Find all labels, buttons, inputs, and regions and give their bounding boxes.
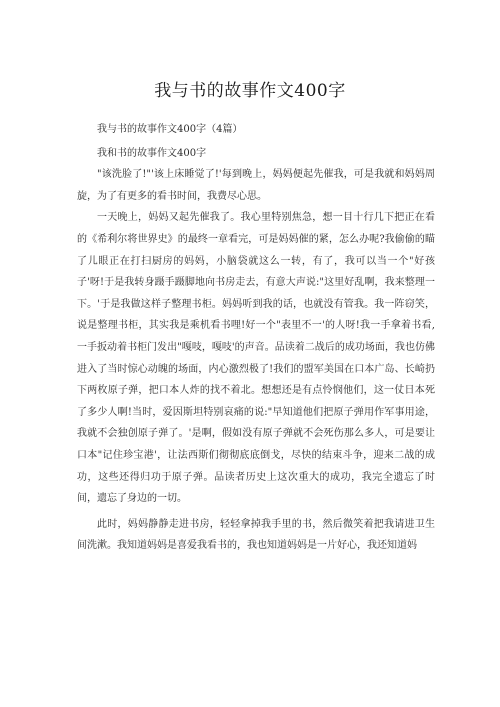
document-body: [77, 119, 435, 557]
document-subtitle: 我与书的故事作文400字（4篇）: [97, 124, 243, 135]
document-title: 我与书的故事作文400字: [154, 81, 346, 101]
paragraph: 此时，妈妈静静走进书房，轻轻拿掉我手里的书，然后微笑着把我请进卫生间洗漱。我知道妈妈是喜爱我看书的，我也知道妈妈是一片好心，我还知道妈: [77, 518, 435, 552]
paragraph: "该洗脸了!"'该上床睡觉了!'每到晚上，妈妈便起先催我，可是我就和妈妈周旋，为了有更多的看书时间，我费尽心思。: [77, 169, 435, 202]
paragraph: 一天晚上，妈妈又起先催我了。我心里特别焦急，想一目十行几下把正在看的《希利尔将世界史》的最终一章看完，可是妈妈催的紧，怎么办呢?我偷偷的瞄了儿眼正在打扫厨房的妈妈，小脑袋就这么一转，有了，我可以当一个"好孩子'呀!于是我转身蹑手蹑脚地向书房走去，有意大声说:"这里好乱啊，我来整理一下。'于是我做这样子整理书柜。妈妈听到我的话，也就没有管我。我一阵窃笑，说是整理书柜，其实我是乘机看书哩!好一个"表里不一'的人呀!我一手拿着书看,一手扳动着书柜门发出"嘎吱，嘎吱'的声音。品读着二战后的成功场面，我也仿佛进入了当时惊心动魄的场面，内心激烈极了!我们的盟军美国在口本广岛、长崎扔下两枚原子弹，把口本人炸的找不着北。想想还是有点怜悯他们，这一仗日本死了多少人啊!当时，爱因斯坦特别哀痛的说:"早知道他们把原子弹用作军事用途，我就不会独创原子弹了。'是啊，假如没有原子弹就不会死伤那么多人，可是要让口本"记住珍宝港'，让法西斯们彻彻底底倒戈，尽快的结束斗争，迎来二战的成功，这些还得归功于原子弹。品读者历史上这次重大的成功，我完全遗忘了时间，遗忘了身边的一切。: [77, 212, 435, 505]
section-heading: 我和书的故事作文400字: [97, 147, 207, 159]
